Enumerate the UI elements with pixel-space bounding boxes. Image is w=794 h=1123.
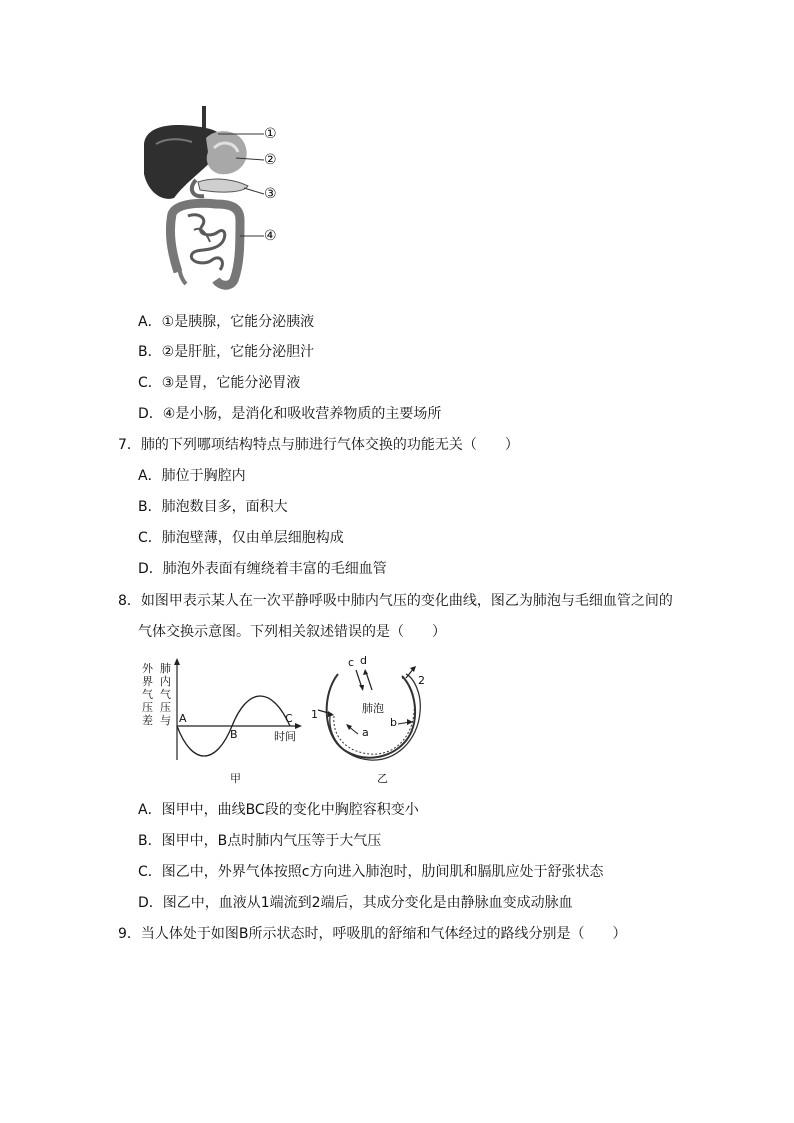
ylabel-char: 压: [142, 701, 153, 714]
q7-option-d: D．肺泡外表面有缠绕着丰富的毛细血管: [138, 561, 387, 577]
figure-jia-pressure-curve: [140, 656, 305, 791]
q6-option-d: D．④是小肠，是消化和吸收营养物质的主要场所: [138, 406, 442, 422]
q7-option-b: B．肺泡数目多，面积大: [138, 499, 288, 515]
ylabel-char: 压: [160, 701, 171, 714]
q7-option-a: A．肺位于胸腔内: [138, 468, 246, 484]
point-a-label: A: [179, 712, 187, 725]
ylabel-char: 气: [142, 688, 153, 701]
q8-stem-line1: 8．如图甲表示某人在一次平静呼吸中肺内气压的变化曲线，图乙为肺泡与毛细血管之间的: [118, 593, 673, 609]
label-d: d: [360, 654, 367, 667]
ylabel-char: 差: [142, 714, 153, 727]
q8-option-d: D．图乙中，血液从1端流到2端后，其成分变化是由静脉血变成动脉血: [138, 895, 573, 911]
ylabel-char: 界: [142, 675, 153, 688]
q7-option-c: C．肺泡壁薄，仅由单层细胞构成: [138, 530, 344, 546]
label-circled-4: ④: [264, 228, 277, 244]
point-c-label: C: [285, 712, 293, 725]
q6-option-a: A．①是胰腺，它能分泌胰液: [138, 314, 315, 330]
q8-stem-line2: 气体交换示意图。下列相关叙述错误的是（ ）: [138, 624, 446, 640]
ylabel-char: 与: [160, 714, 171, 727]
figure-yi-caption: 乙: [377, 772, 388, 785]
q6-option-b: B．②是肝脏，它能分泌胆汁: [138, 344, 315, 360]
label-alveolus: 肺泡: [362, 702, 384, 715]
figure-jia-caption: 甲: [230, 772, 241, 785]
label-2: 2: [418, 674, 425, 687]
label-a: a: [362, 726, 369, 739]
point-b-label: B: [230, 728, 238, 741]
q8-option-a: A．图甲中，曲线BC段的变化中胸腔容积变小: [138, 802, 419, 818]
ylabel-char: 内: [160, 675, 171, 688]
label-b: b: [390, 716, 397, 729]
ylabel-left-column: [142, 662, 154, 727]
ylabel-char: 肺: [160, 662, 171, 675]
figure-yi-alveolus: [310, 654, 435, 791]
ylabel-char: 气: [160, 688, 171, 701]
q7-stem: 7．肺的下列哪项结构特点与肺进行气体交换的功能无关（ ）: [118, 437, 519, 453]
q9-stem: 9．当人体处于如图B所示状态时，呼吸肌的舒缩和气体经过的路线分别是（ ）: [118, 926, 627, 942]
label-circled-1: ①: [264, 126, 277, 142]
label-circled-3: ③: [264, 186, 277, 202]
label-circled-2: ②: [264, 152, 277, 168]
ylabel-right-column: [160, 662, 172, 727]
digestive-system-figure: [136, 104, 306, 294]
q8-option-c: C．图乙中，外界气体按照c方向进入肺泡时，肋间肌和膈肌应处于舒张状态: [138, 864, 604, 880]
x-axis-label: 时间: [274, 730, 296, 743]
label-c: c: [348, 656, 355, 669]
q6-option-c: C．③是胃，它能分泌胃液: [138, 375, 301, 391]
label-1: 1: [311, 708, 318, 721]
q8-option-b: B．图甲中，B点时肺内气压等于大气压: [138, 833, 382, 849]
digestive-organs-drawing: [136, 104, 306, 294]
ylabel-char: 外: [142, 662, 153, 675]
